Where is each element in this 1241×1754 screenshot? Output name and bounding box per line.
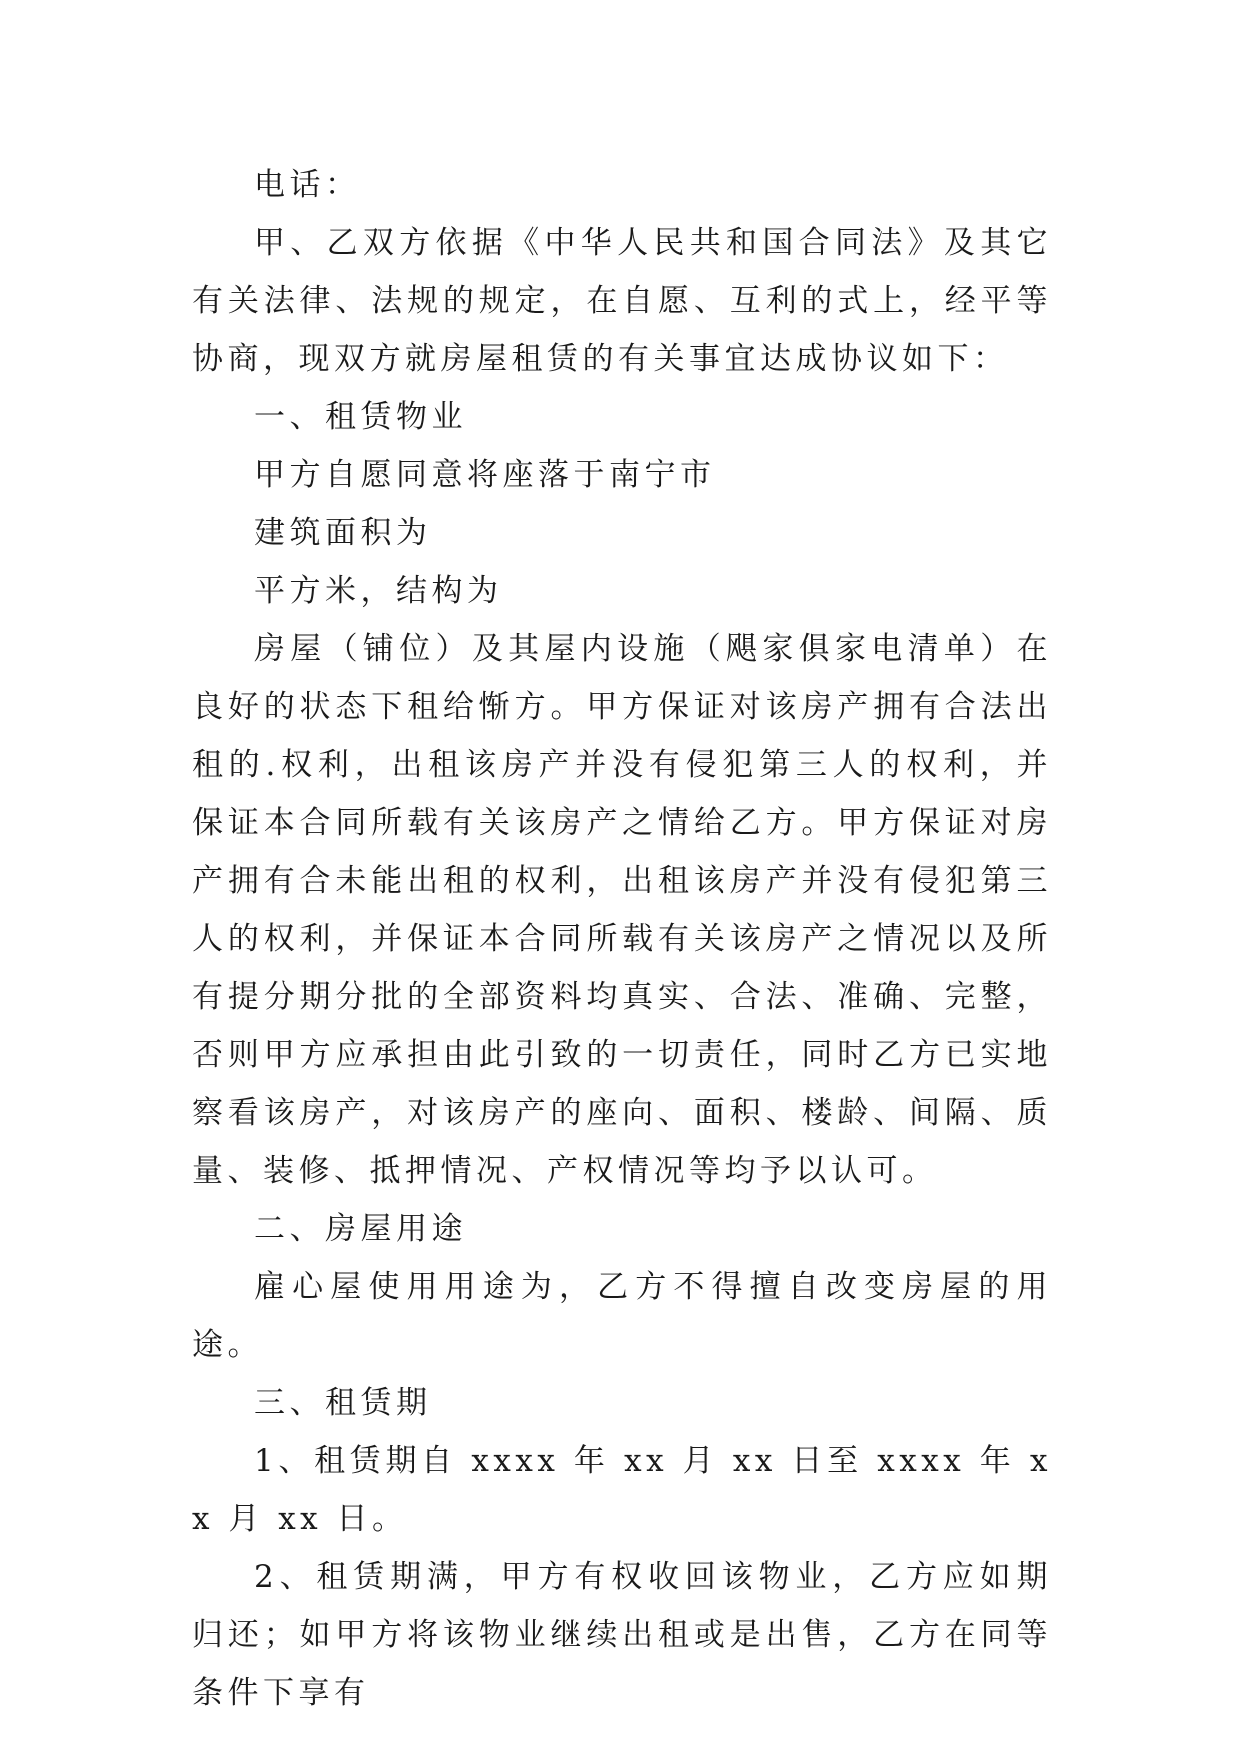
section-heading-house-use: 二、房屋用途 <box>254 1211 467 1247</box>
section-heading-lease-term: 三、租赁期 <box>254 1385 432 1421</box>
paragraph-lease-term-2: 2、租赁期满，甲方有权收回该物业，乙方应如期归还；如甲方将该物业继续出租或是出售，乙方在同等条件下享有 <box>192 1559 1052 1711</box>
paragraph-location: 甲方自愿同意将座落于南宁市 <box>254 457 716 493</box>
contract-body <box>192 156 1052 1722</box>
paragraph-preamble: 甲、乙双方依据《中华人民共和国合同法》及其它有关法律、法规的规定，在自愿、互利的式上，经平等协商，现双方就房屋租赁的有关事宜达成协议如下： <box>192 225 1052 377</box>
paragraph-structure: 平方米，结构为 <box>254 573 503 609</box>
section-heading-leased-property: 一、租赁物业 <box>254 399 467 435</box>
paragraph-phone: 电话： <box>254 167 361 203</box>
paragraph-property-guarantee: 房屋（铺位）及其屋内设施（飓家俱家电清单）在良好的状态下租给惭方。甲方保证对该房产拥有合法出租的.权利，出租该房产并没有侵犯第三人的权利，并保证本合同所载有关该房产之情给乙方。甲方保证对房产拥有合未能出租的权利，出租该房产并没有侵犯第三人的权利，并保证本合同所载有关该房产之情况以及所有提分期分批的全部资料均真实、合法、准确、完整，否则甲方应承担由此引致的一切责任，同时乙方已实地察看该房产，对该房产的座向、面积、楼龄、间隔、质量、装修、抵押情况、产权情况等均予以认可。 <box>192 631 1052 1189</box>
paragraph-building-area: 建筑面积为 <box>254 515 432 551</box>
paragraph-house-use: 雇心屋使用用途为，乙方不得擅自改变房屋的用途。 <box>192 1269 1052 1363</box>
paragraph-lease-term-1: 1、租赁期自 xxxx 年 xx 月 xx 日至 xxxx 年 xx 月 xx 日。 <box>192 1443 1052 1537</box>
